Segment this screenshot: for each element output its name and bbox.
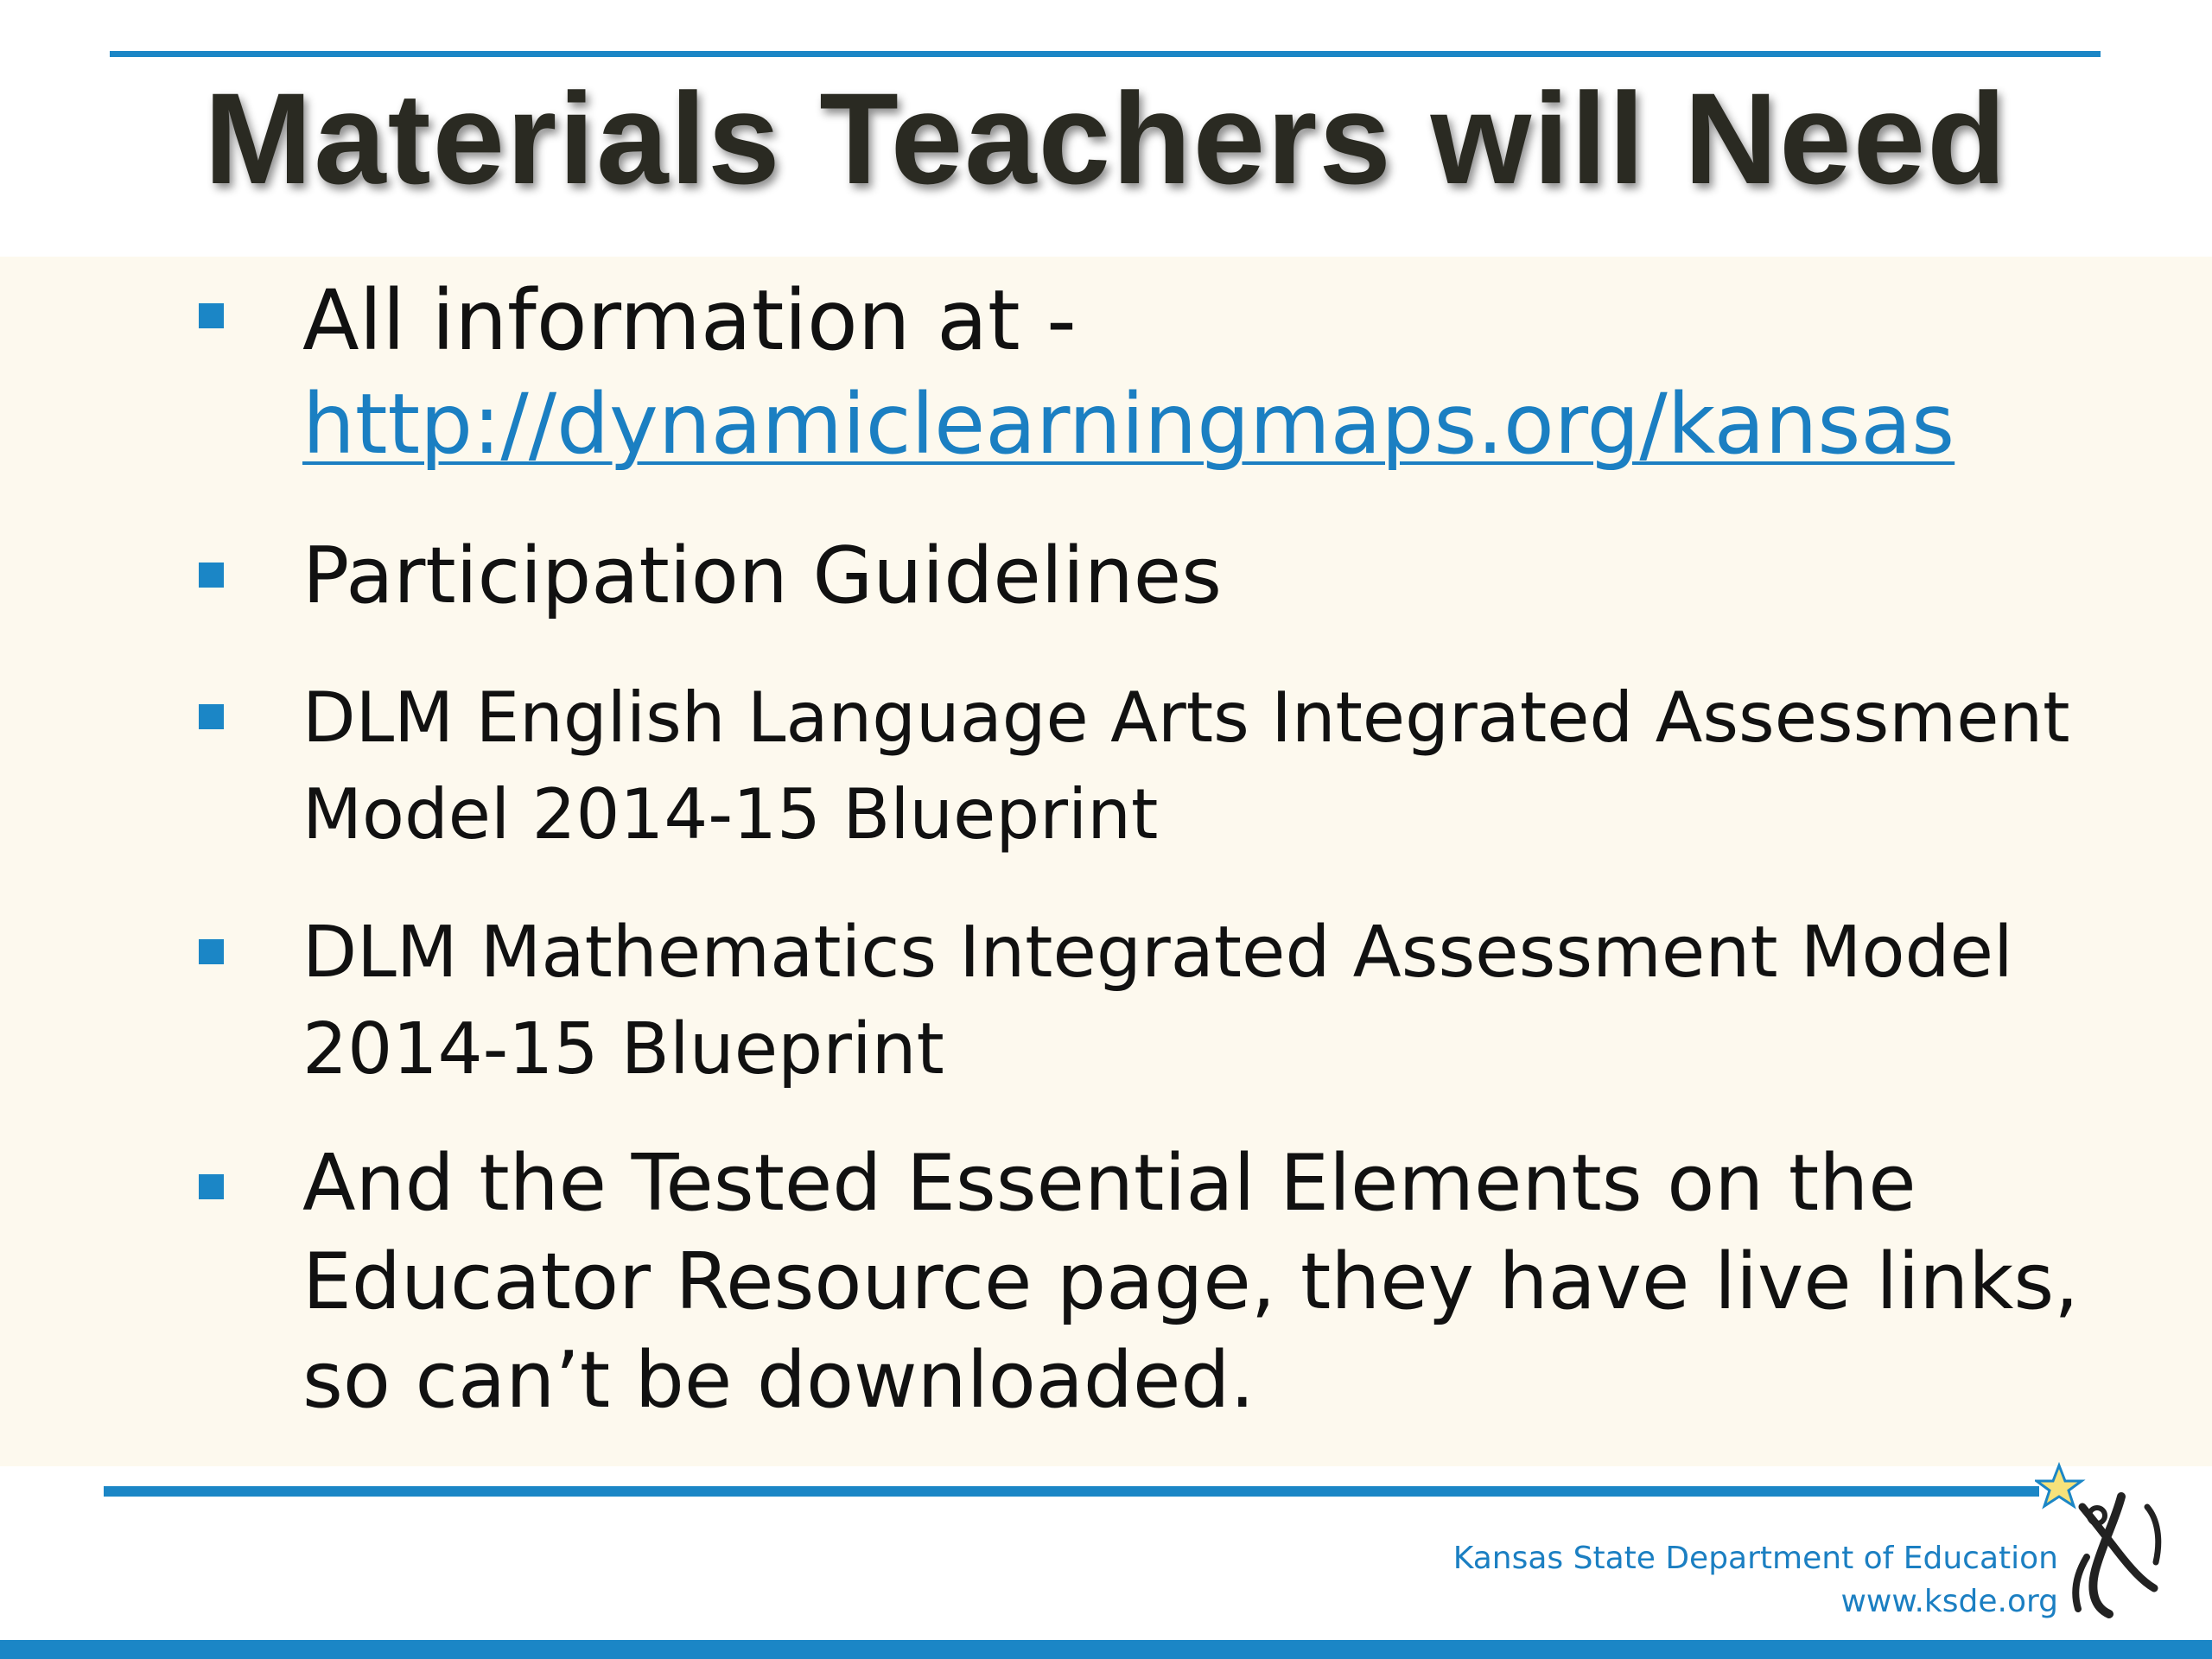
footer-organization: Kansas State Department of Education: [1452, 1541, 2058, 1576]
bullet-line: DLM English Language Arts Integrated Assessment: [302, 677, 2070, 758]
bullet-line: DLM Mathematics Integrated Assessment Model: [302, 912, 2013, 994]
bullet-text: [302, 670, 2186, 863]
bottom-rule: [104, 1486, 2039, 1497]
footer-url[interactable]: www.ksde.org: [1840, 1584, 2058, 1619]
bullet-line: All information at -: [302, 272, 1077, 369]
bullet-square-icon: [199, 704, 224, 729]
bullet-text: [302, 905, 2186, 1098]
content-area: [0, 257, 2212, 1466]
bullet-line: Model 2014-15 Blueprint: [302, 774, 1159, 855]
figure-swoosh: [2147, 1507, 2158, 1562]
bullet-line: Participation Guidelines: [302, 531, 1223, 621]
ksde-logo-icon: [2035, 1462, 2173, 1626]
slide-title: Materials Teachers will Need: [204, 66, 2008, 211]
bullet-text: [302, 1135, 2186, 1430]
bullet-line: 2014-15 Blueprint: [302, 1008, 944, 1090]
bullet-line: so can’t be downloaded.: [302, 1335, 1255, 1426]
bottom-band: [0, 1640, 2212, 1659]
bullet-text: [302, 269, 2186, 476]
bullet-square-icon: [199, 939, 224, 964]
dlm-kansas-link[interactable]: http://dynamiclearningmaps.org/kansas: [302, 376, 1955, 473]
bullet-square-icon: [199, 563, 224, 588]
figure-leg: [2075, 1557, 2087, 1609]
bullet-square-icon: [199, 303, 224, 328]
bullet-line: And the Tested Essential Elements on the: [302, 1138, 1916, 1229]
top-rule: [110, 51, 2101, 57]
bullet-text: [302, 524, 2186, 628]
bullet-line: Educator Resource page, they have live links,: [302, 1236, 2079, 1327]
bullet-square-icon: [199, 1174, 224, 1199]
star-icon: [2037, 1465, 2082, 1506]
